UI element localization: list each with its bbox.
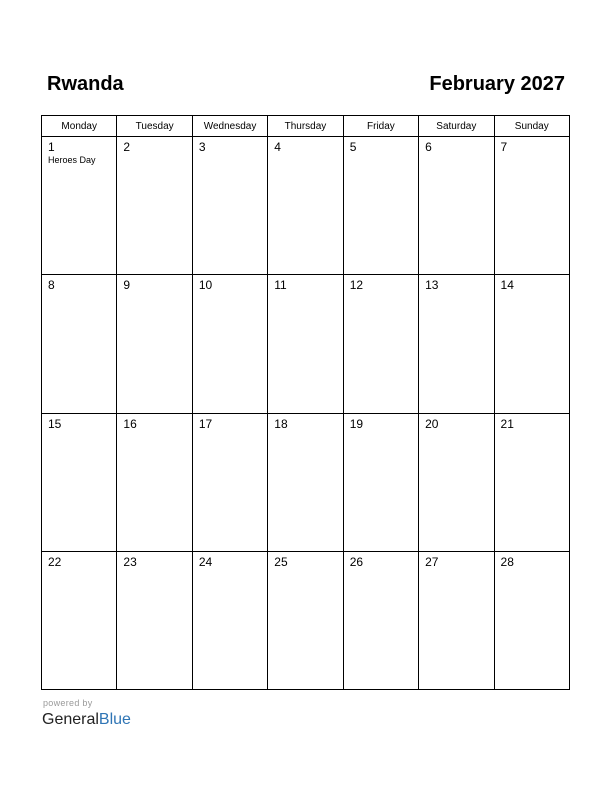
day-number: 17 xyxy=(198,416,213,431)
day-number: 22 xyxy=(48,554,62,569)
day-number: 11 xyxy=(274,278,287,293)
day-cell xyxy=(419,275,494,413)
day-cell xyxy=(343,137,418,275)
week-row xyxy=(42,137,570,275)
day-cell xyxy=(419,413,494,551)
day-number: 9 xyxy=(123,278,131,293)
weekday-header: Wednesday xyxy=(192,116,267,137)
day-cell xyxy=(192,551,267,689)
brand-general-text: General xyxy=(42,711,99,728)
day-number: 26 xyxy=(349,554,364,569)
day-number: 19 xyxy=(349,416,364,431)
day-cell xyxy=(343,551,418,689)
day-number: 12 xyxy=(349,278,364,293)
weekday-header: Tuesday xyxy=(117,116,192,137)
day-cell xyxy=(268,137,343,275)
day-number: 27 xyxy=(425,554,439,569)
day-number: 25 xyxy=(274,554,288,569)
country-title: Rwanda xyxy=(47,73,124,95)
week-row xyxy=(42,413,570,551)
month-title: February 2027 xyxy=(429,73,565,95)
brand-blue-text: Blue xyxy=(98,711,131,728)
day-number: 18 xyxy=(274,416,288,431)
day-number: 4 xyxy=(274,140,281,154)
day-number: 23 xyxy=(123,554,137,569)
generalblue-logo[interactable] xyxy=(42,710,131,730)
day-cell xyxy=(419,137,494,275)
day-number: 5 xyxy=(349,140,357,154)
day-number: 6 xyxy=(425,140,432,154)
day-cell xyxy=(117,551,192,689)
day-cell xyxy=(192,413,267,551)
week-row xyxy=(42,551,570,689)
day-number: 24 xyxy=(198,554,213,569)
day-cell xyxy=(494,551,569,689)
week-row xyxy=(42,275,570,413)
day-cell xyxy=(494,413,569,551)
day-number: 10 xyxy=(198,278,213,293)
day-cell xyxy=(192,275,267,413)
day-number: 7 xyxy=(500,140,508,154)
weekday-header: Thursday xyxy=(268,116,343,137)
day-number: 3 xyxy=(198,140,206,154)
day-cell xyxy=(343,413,418,551)
day-number: 13 xyxy=(425,278,439,293)
day-number: 14 xyxy=(500,278,514,293)
holiday-label: Heroes Day xyxy=(48,155,96,165)
day-cell xyxy=(494,275,569,413)
day-number: 1 xyxy=(48,140,55,154)
weekday-header: Monday xyxy=(42,116,117,137)
day-cell xyxy=(419,551,494,689)
day-cell xyxy=(42,551,117,689)
day-cell xyxy=(117,137,192,275)
weekday-header-row xyxy=(42,116,570,137)
day-number: 20 xyxy=(425,416,439,431)
day-cell xyxy=(192,137,267,275)
day-number: 8 xyxy=(48,278,55,293)
day-number: 15 xyxy=(48,416,62,431)
day-cell xyxy=(268,551,343,689)
calendar-grid xyxy=(41,115,570,690)
weekday-header: Saturday xyxy=(419,116,494,137)
day-number: 16 xyxy=(123,416,137,431)
day-cell xyxy=(117,275,192,413)
day-cell xyxy=(494,137,569,275)
day-cell xyxy=(117,413,192,551)
day-number: 2 xyxy=(123,140,131,154)
day-cell xyxy=(268,275,343,413)
day-cell xyxy=(42,137,117,275)
day-number: 21 xyxy=(500,416,514,431)
day-cell xyxy=(42,275,117,413)
weekday-header: Friday xyxy=(343,116,418,137)
day-cell xyxy=(42,413,117,551)
weekday-header: Sunday xyxy=(494,116,569,137)
day-cell xyxy=(343,275,418,413)
day-number: 28 xyxy=(500,554,514,569)
day-cell xyxy=(268,413,343,551)
powered-by-label: powered by xyxy=(43,698,93,708)
